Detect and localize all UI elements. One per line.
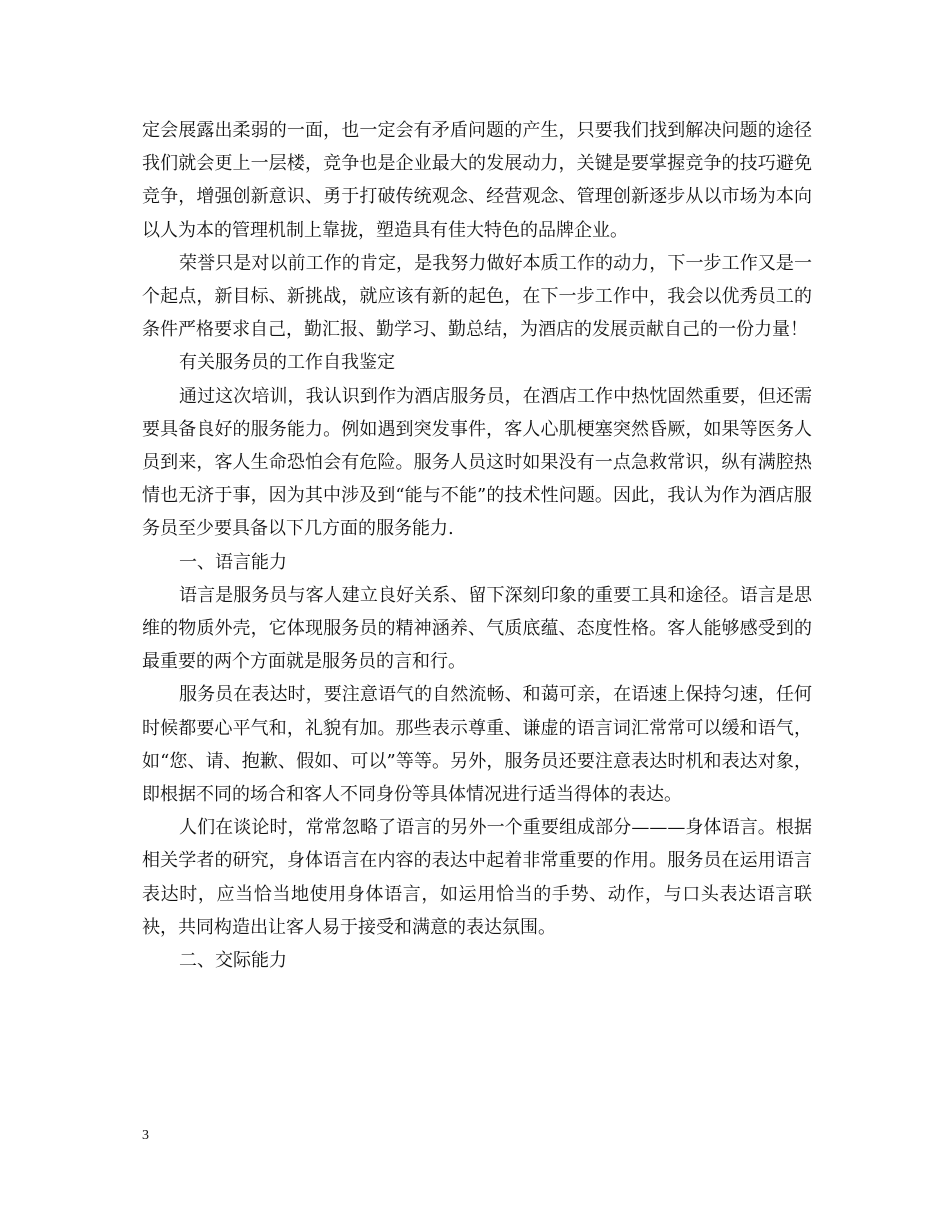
- body-text: [142, 114, 812, 977]
- subheading-social-ability: 二、交际能力: [179, 950, 287, 972]
- section-heading: 有关服务员的工作自我鉴定: [179, 352, 395, 374]
- paragraph-5: 服务员在表达时，要注意语气的自然流畅、和蔼可亲，在语速上保持匀速，任何时候都要心平气和，礼貌有加。那些表示尊重、谦虚的语言词汇常常可以缓和语气，如“您、请、抱歉、假如、可以”等等。另外，服务员还要注意表达时机和表达对象，即根据不同的场合和客人不同身份等具体情况进行适当得体的表达。: [142, 684, 812, 806]
- paragraph-3: 通过这次培训，我认识到作为酒店服务员，在酒店工作中热忱固然重要，但还需要具备良好的服务能力。例如遇到突发事件，客人心肌梗塞突然昏厥，如果等医务人员到来，客人生命恐怕会有危险。服务人员这时如果没有一点急救常识，纵有满腔热情也无济于事，因为其中涉及到“能与不能”的技术性问题。因此，我认为作为酒店服务员至少要具备以下几方面的服务能力.: [142, 385, 812, 540]
- subheading-language-ability: 一、语言能力: [179, 551, 287, 573]
- paragraph-2: 荣誉只是对以前工作的肯定，是我努力做好本质工作的动力，下一步工作又是一个起点，新目标、新挑战，就应该有新的起色，在下一步工作中，我会以优秀员工的条件严格要求自己，勤汇报、勤学习、勤总结，为酒店的发展贡献自己的一份力量！: [142, 252, 812, 341]
- paragraph-6: 人们在谈论时，常常忽略了语言的另外一个重要组成部分———身体语言。根据相关学者的研究，身体语言在内容的表达中起着非常重要的作用。服务员在运用语言表达时，应当恰当地使用身体语言，如运用恰当的手势、动作，与口头表达语言联袂，共同构造出让客人易于接受和满意的表达氛围。: [142, 817, 812, 938]
- paragraph-1: 定会展露出柔弱的一面，也一定会有矛盾问题的产生，只要我们找到解决问题的途径我们就会更上一层楼，竞争也是企业最大的发展动力，关键是要掌握竞争的技巧避免竞争，增强创新意识、勇于打破传统观念、经营观念、管理创新逐步从以市场为本向以人为本的管理机制上靠拢，塑造具有佳大特色的品牌企业。: [142, 120, 812, 241]
- paragraph-4: 语言是服务员与客人建立良好关系、留下深刻印象的重要工具和途径。语言是思维的物质外壳，它体现服务员的精神涵养、气质底蕴、态度性格。客人能够感受到的最重要的两个方面就是服务员的言和行。: [142, 584, 812, 673]
- page-number: 3: [142, 1128, 149, 1143]
